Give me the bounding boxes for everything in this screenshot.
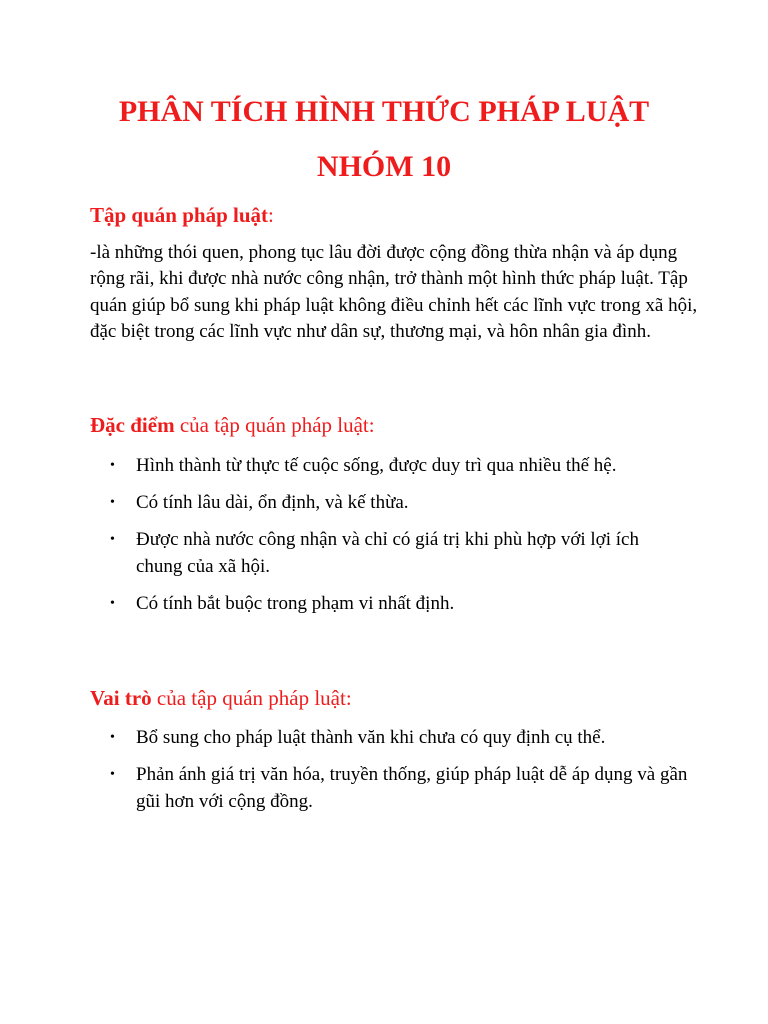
bullet-icon: • <box>110 767 115 782</box>
section-heading-bold: Vai trò <box>90 686 152 710</box>
bullet-icon: • <box>110 596 115 611</box>
document-title: PHÂN TÍCH HÌNH THỨC PHÁP LUẬT <box>118 95 650 128</box>
section-heading-rest: của tập quán pháp luật: <box>151 686 352 710</box>
list-item-text: Có tính lâu dài, ổn định, và kế thừa. <box>136 492 409 513</box>
bullet-icon: • <box>110 458 115 473</box>
section-heading-bold: Tập quán pháp luật <box>90 203 269 227</box>
bullet-icon: • <box>110 495 115 510</box>
section-heading-rest: : <box>268 203 274 227</box>
section-heading-bold: Đặc điểm <box>90 413 175 437</box>
characteristics-list <box>90 452 690 627</box>
list-item-text: Bổ sung cho pháp luật thành văn khi chưa có quy định cụ thể. <box>136 727 606 748</box>
list-item-text: Được nhà nước công nhận và chỉ có giá trị khi phù hợp với lợi ích chung của xã hội. <box>136 529 639 577</box>
section-heading-dac-diem <box>90 411 375 439</box>
list-item <box>90 761 690 815</box>
section-heading-vai-tro <box>90 684 352 712</box>
list-item-text: Phản ánh giá trị văn hóa, truyền thống, giúp pháp luật dễ áp dụng và gần gũi hơn với cộng đồng. <box>136 764 688 812</box>
list-item-text: Có tính bắt buộc trong phạm vi nhất định. <box>136 593 455 614</box>
section-heading-rest: của tập quán pháp luật: <box>174 413 375 437</box>
list-item <box>90 489 690 516</box>
bullet-icon: • <box>110 532 115 547</box>
list-item <box>90 724 690 751</box>
list-item <box>90 590 690 617</box>
list-item <box>90 452 690 479</box>
list-item <box>90 526 690 580</box>
bullet-icon: • <box>110 730 115 745</box>
roles-list <box>90 724 690 825</box>
definition-paragraph: -là những thói quen, phong tục lâu đời được cộng đồng thừa nhận và áp dụng rộng rãi, khi được nhà nước công nhận, trở thành một hình thức pháp luật. Tập quán giúp bổ sung khi pháp luật không điều chỉnh hết các lĩnh vực trong xã hội, đặc biệt trong các lĩnh vực như dân sự, thương mại, và hôn nhân gia đình. <box>90 242 698 343</box>
document-subtitle: NHÓM 10 <box>316 150 452 183</box>
list-item-text: Hình thành từ thực tế cuộc sống, được duy trì qua nhiều thế hệ. <box>136 455 617 476</box>
section-heading-tap-quan <box>90 201 274 229</box>
